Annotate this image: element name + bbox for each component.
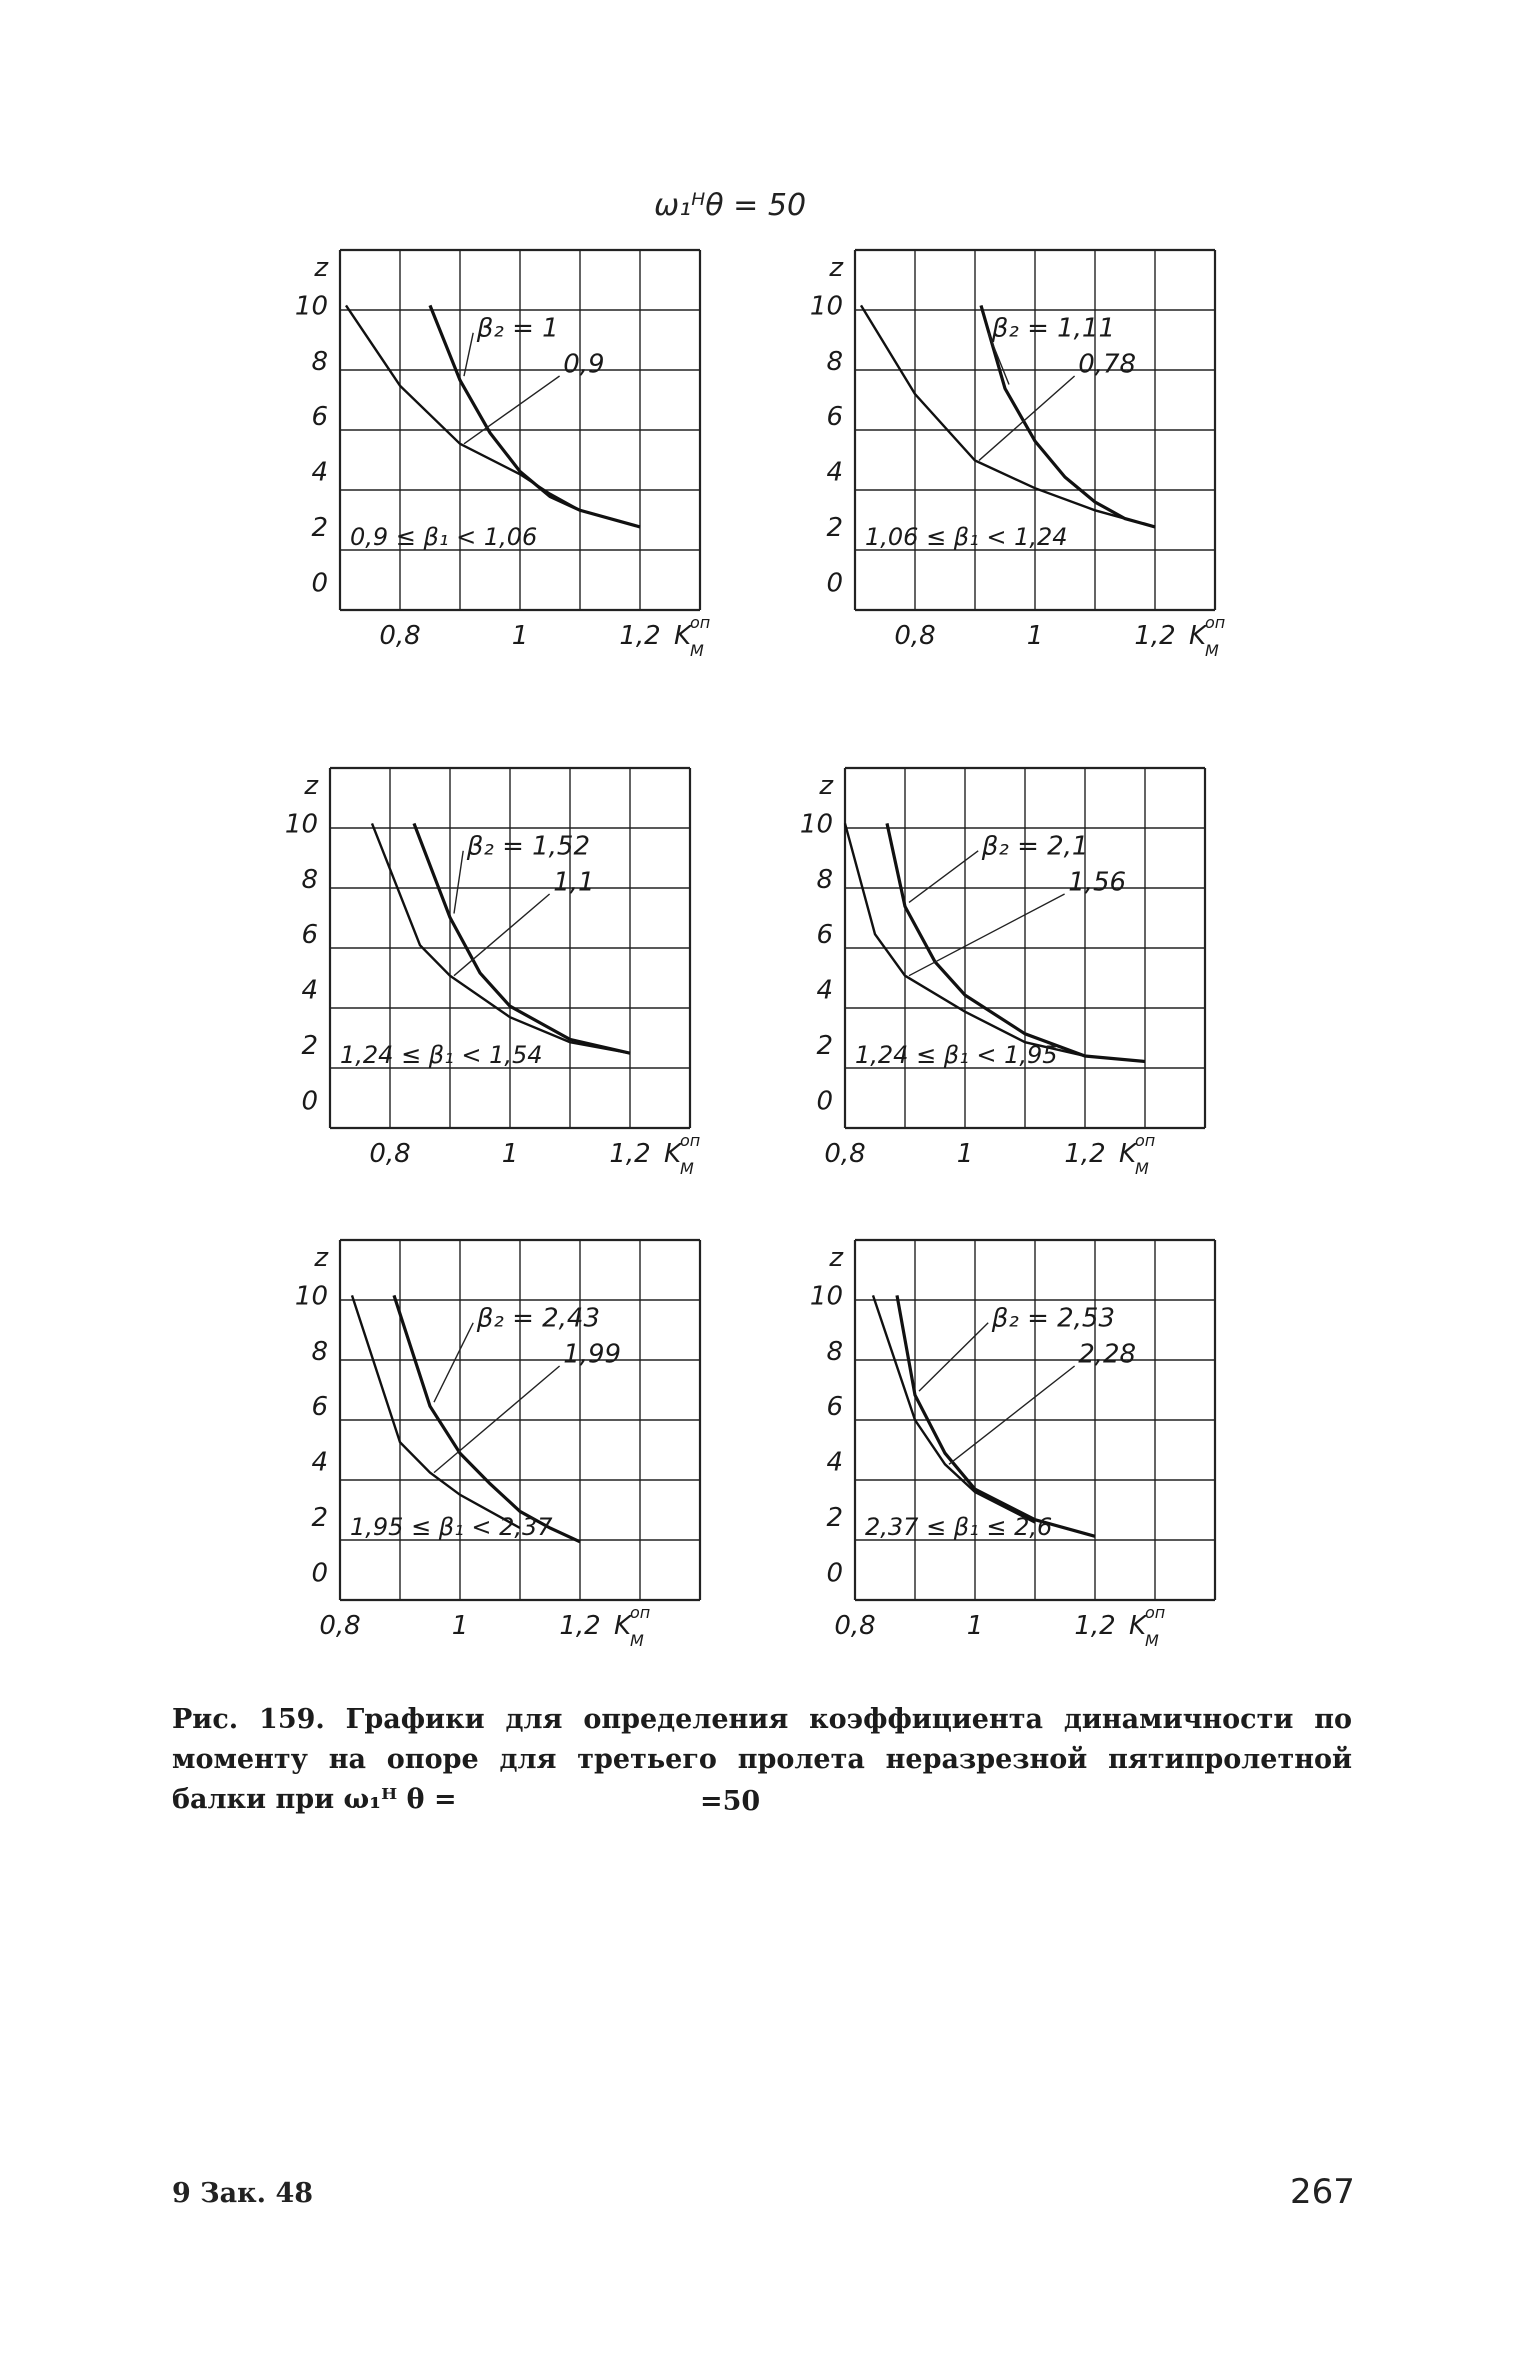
x-axis-label: K [664,1139,682,1169]
label-beta1-curve: 0,9 [563,349,605,380]
printing-order-note: 9 Зак. 48 [172,2178,314,2209]
label-beta2: β₂ = 1 [476,313,559,344]
x-tick-label: 1 [1026,621,1044,651]
y-tick-label: 4 [826,457,843,488]
x-axis-label-sup: оп [630,1603,651,1622]
y-tick-label: 8 [826,346,843,377]
y-tick-label: 8 [311,1336,328,1367]
label-beta1-curve: 1,1 [553,867,595,898]
leader-line-upper [919,1323,988,1391]
chart-panel-2 [809,250,1235,670]
y-tick-label: 4 [816,975,833,1006]
y-axis-label: z [829,1243,843,1273]
label-beta1-curve: 1,99 [563,1339,622,1370]
y-axis-label: z [304,771,318,801]
chart-panel-5 [294,1240,720,1660]
x-tick-label: 1,2 [1134,621,1176,651]
x-tick-label: 0,8 [369,1139,411,1169]
chart-panel-6 [809,1240,1235,1660]
y-tick-label: 2 [311,512,328,543]
y-tick-label: 6 [301,920,318,951]
y-tick-label: 4 [301,975,318,1006]
y-tick-label: 2 [311,1502,328,1533]
x-axis-label-sub: M [630,1631,644,1650]
leader-line-lower [454,894,550,976]
figure-caption: Рис. 159. Графики для определения коэффициента динамичности по моменту на опоре для третьего пролета неразрезной пятипролетной балки при ω₁ᴴ θ = [172,1704,1352,1815]
x-tick-label: 0,8 [824,1139,866,1169]
x-axis-label: K [1129,1611,1147,1641]
y-tick-label: 10 [799,809,833,840]
y-tick-label: 8 [826,1336,843,1367]
chart-panel-1 [294,250,720,670]
label-beta2: β₂ = 1,11 [991,313,1116,344]
x-tick-label: 1,2 [1064,1139,1106,1169]
x-axis-label-sup: оп [1205,613,1226,632]
x-axis-label-sub: M [1135,1159,1149,1178]
y-tick-label: 0 [311,1558,328,1589]
x-axis-label-sub: M [1145,1631,1159,1650]
x-axis-label: K [674,621,692,651]
y-tick-label: 10 [809,1281,843,1312]
y-tick-label: 10 [294,291,328,322]
y-tick-label: 10 [284,809,318,840]
x-tick-label: 1 [966,1611,984,1641]
x-tick-label: 1 [451,1611,469,1641]
x-axis-label-sub: M [1205,641,1219,660]
y-tick-label: 0 [826,1558,843,1589]
x-tick-label: 1,2 [559,1611,601,1641]
x-axis-label-sup: оп [690,613,711,632]
x-axis-label: K [1119,1139,1137,1169]
y-tick-label: 6 [826,1392,843,1423]
x-axis-label-sup: оп [680,1131,701,1150]
x-tick-label: 1 [501,1139,519,1169]
x-axis-label: K [614,1611,632,1641]
y-tick-label: 4 [311,457,328,488]
y-tick-label: 0 [826,568,843,599]
y-tick-label: 6 [816,920,833,951]
y-tick-label: 0 [311,568,328,599]
y-axis-label: z [829,253,843,283]
y-tick-label: 6 [311,402,328,433]
x-tick-label: 0,8 [894,621,936,651]
label-beta1-curve: 2,28 [1078,1339,1137,1370]
chart-panel-4 [799,768,1225,1188]
chart-panel-3 [284,768,710,1188]
y-tick-label: 6 [826,402,843,433]
label-beta2: β₂ = 2,53 [991,1303,1116,1334]
y-tick-label: 4 [311,1447,328,1478]
y-tick-label: 6 [311,1392,328,1423]
y-axis-label: z [819,771,833,801]
label-beta2: β₂ = 2,1 [981,831,1089,862]
y-tick-label: 8 [301,864,318,895]
leader-line-lower [949,1366,1075,1464]
y-tick-label: 2 [826,512,843,543]
label-beta1-curve: 0,78 [1078,349,1137,380]
label-beta1-range: 1,95 ≤ β₁ < 2,37 [350,1513,553,1542]
label-beta1-range: 1,24 ≤ β₁ < 1,95 [855,1041,1058,1070]
figure-caption-end: =50 [700,1786,761,1817]
x-tick-label: 1,2 [1074,1611,1116,1641]
x-tick-label: 1,2 [619,621,661,651]
x-axis-label-sup: оп [1135,1131,1156,1150]
page-heading: ω₁ᴴθ = 50 [653,188,807,223]
y-tick-label: 10 [809,291,843,322]
x-axis-label-sub: M [690,641,704,660]
label-beta1-curve: 1,56 [1068,867,1127,898]
y-tick-label: 2 [301,1030,318,1061]
leader-line-lower [909,894,1065,976]
label-beta1-range: 0,9 ≤ β₁ < 1,06 [350,523,538,552]
y-tick-label: 2 [826,1502,843,1533]
x-tick-label: 1 [511,621,529,651]
x-tick-label: 0,8 [834,1611,876,1641]
y-axis-label: z [314,253,328,283]
x-tick-label: 1 [956,1139,974,1169]
label-beta2: β₂ = 1,52 [466,831,591,862]
leader-line-upper [434,1323,473,1402]
leader-line-lower [979,376,1075,460]
x-axis-label-sub: M [680,1159,694,1178]
y-tick-label: 0 [301,1086,318,1117]
leader-line-upper [909,851,978,903]
label-beta1-range: 1,06 ≤ β₁ < 1,24 [865,523,1068,552]
x-tick-label: 0,8 [379,621,421,651]
leader-line-upper [454,851,463,914]
y-tick-label: 4 [826,1447,843,1478]
x-axis-label: K [1189,621,1207,651]
page-number: 267 [1290,2172,1355,2212]
y-tick-label: 8 [816,864,833,895]
label-beta2: β₂ = 2,43 [476,1303,601,1334]
y-tick-label: 10 [294,1281,328,1312]
y-tick-label: 8 [311,346,328,377]
x-tick-label: 0,8 [319,1611,361,1641]
label-beta1-range: 1,24 ≤ β₁ < 1,54 [340,1041,543,1070]
label-beta1-range: 2,37 ≤ β₁ ≤ 2,6 [865,1513,1053,1542]
y-tick-label: 0 [816,1086,833,1117]
y-tick-label: 2 [816,1030,833,1061]
y-axis-label: z [314,1243,328,1273]
x-axis-label-sup: оп [1145,1603,1166,1622]
x-tick-label: 1,2 [609,1139,651,1169]
